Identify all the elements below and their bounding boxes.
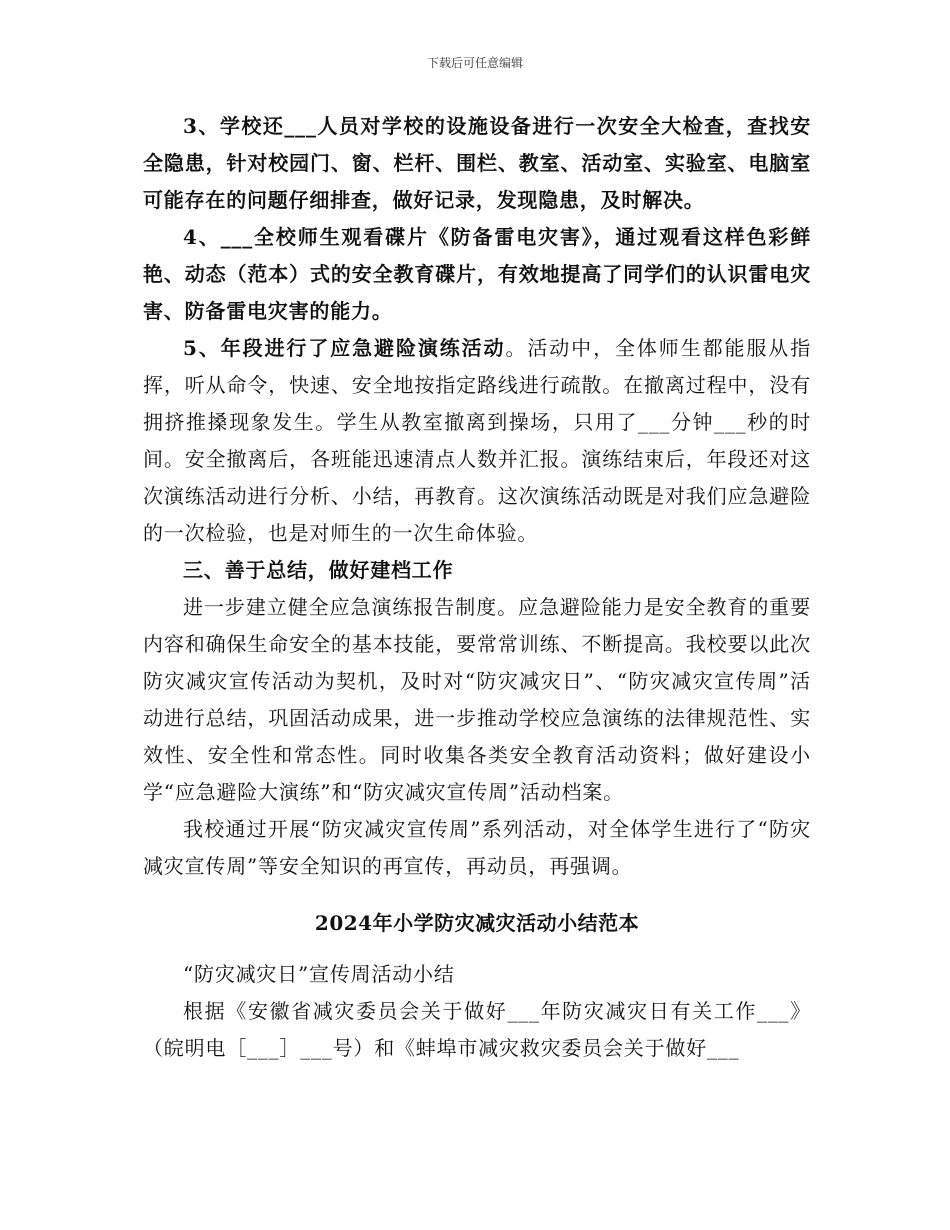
paragraph-7: 我校通过开展“防灾减灾宣传周”系列活动，对全体学生进行了“防灾减灾宣传周”等安全知识的再宣传，再动员，再强调。: [143, 817, 811, 878]
section-heading-3: 三、善于总结，做好建档工作: [183, 558, 454, 582]
paragraph-8: 根据《安徽省减灾委员会关于做好___年防灾减灾日有关工作___》（皖明电［___］___号）和《蚌埠市减灾救灾委员会关于做好___: [143, 999, 811, 1060]
document-title: 2024年小学防灾减灾活动小结范本: [314, 911, 640, 935]
paragraph-6: 进一步建立健全应急演练报告制度。应急避险能力是安全教育的重要内容和确保生命安全的基本技能，要常常训练、不断提高。我校要以此次防灾减灾宣传活动为契机，及时对“防灾减灾日”、“防灾减灾宣传周”活动进行总结，巩固活动成果，进一步推动学校应急演练的法律规范性、实效性、安全性和常态性。同时收集各类安全教育活动资料；做好建设小学“应急避险大演练”和“防灾减灾宣传周”活动档案。: [143, 595, 811, 804]
paragraph-5-rest: 。活动中，全体师生都能服从指挥，听从命令，快速、安全地按指定路线进行疏散。在撤离过程中，没有拥挤推搡现象发生。学生从教室撤离到操场，只用了___分钟___秒的时间。安全撤离后，各班能迅速清点人数并汇报。演练结束后，年段还对这次演练活动进行分析、小结，再教育。这次演练活动既是对我们应急避险的一次检验，也是对师生的一次生命体验。: [143, 336, 812, 545]
paragraph-5-lead: 5、年段进行了应急避险演练活动: [183, 336, 506, 360]
paragraph-5: [143, 330, 811, 552]
paragraph-3: 3、学校还___人员对学校的设施设备进行一次安全大检查，查找安全隐患，针对校园门、窗、栏杆、围栏、教室、活动室、实验室、电脑室可能存在的问题仔细排查，做好记录，发现隐患，及时解决。: [143, 114, 811, 212]
document-body: [143, 108, 811, 1067]
document-subtitle: “防灾减灾日”宣传周活动小结: [183, 962, 455, 986]
paragraph-4: 4、___全校师生观看碟片《防备雷电灾害》，通过观看这样色彩鲜艳、动态（范本）式的安全教育碟片，有效地提高了同学们的认识雷电灾害、防备雷电灾害的能力。: [143, 225, 811, 323]
page-header: 下载后可任意编辑: [426, 56, 523, 70]
